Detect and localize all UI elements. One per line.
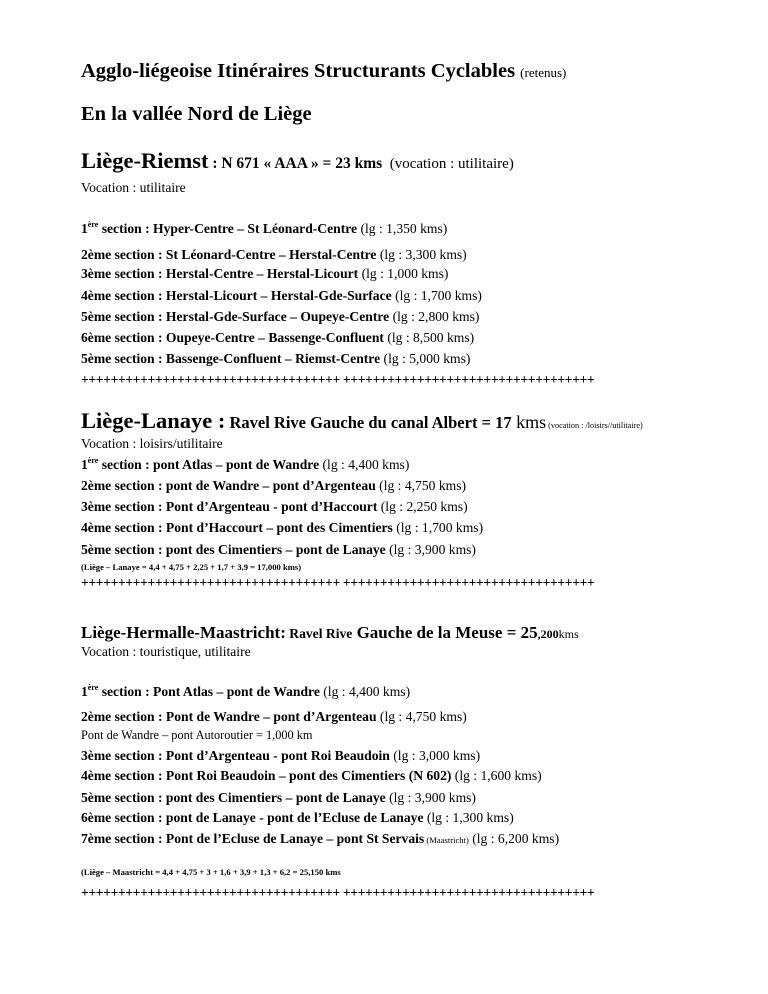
riemst-section-1: 1ère section : Hyper-Centre – St Léonard-Centre (lg : 1,350 kms) xyxy=(81,220,448,236)
lanaye-section-4: 4ème section : Pont d’Haccourt – pont des Cimentiers (lg : 1,700 kms) xyxy=(81,520,484,535)
separator-3: +++++++++++++++++++++++++++++++++++ ++++++++++++++++++++++++++++++++++ xyxy=(81,885,595,900)
route-riemst-vocation: Vocation : utilitaire xyxy=(81,180,186,195)
maastricht-section-6: 6ème section : pont de Lanaye - pont de l’Ecluse de Lanaye (lg : 1,300 kms) xyxy=(81,810,514,825)
route-riemst-desc: : N 671 « AAA » = 23 kms xyxy=(208,155,383,172)
riemst-section-4: 4ème section : Herstal-Licourt – Herstal-Gde-Surface (lg : 1,700 kms) xyxy=(81,288,482,303)
route-riemst-paren: (vocation : utilitaire) xyxy=(389,156,514,172)
maastricht-section-4: 4ème section : Pont Roi Beaudoin – pont des Cimentiers (N 602) (lg : 1,600 kms) xyxy=(81,768,542,783)
document-subtitle: En la vallée Nord de Liège xyxy=(81,103,312,125)
route-maastricht-ravel: Ravel Rive xyxy=(285,626,353,641)
maastricht-section-5: 5ème section : pont des Cimentiers – pont de Lanaye (lg : 3,900 kms) xyxy=(81,790,476,805)
route-maastricht-heading xyxy=(81,624,579,642)
document-title xyxy=(81,61,566,82)
riemst-section-2: 2ème section : St Léonard-Centre – Herstal-Centre (lg : 3,300 kms) xyxy=(81,247,467,262)
riemst-section-6: 6ème section : Oupeye-Centre – Bassenge-Confluent (lg : 8,500 kms) xyxy=(81,330,475,345)
title-main: Agglo-liégeoise Itinéraires Structurants Cyclables xyxy=(81,60,516,82)
separator-2: +++++++++++++++++++++++++++++++++++ ++++++++++++++++++++++++++++++++++ xyxy=(81,575,595,590)
title-suffix: (retenus) xyxy=(520,65,567,80)
lanaye-section-1: 1ère section : pont Atlas – pont de Wandre (lg : 4,400 kms) xyxy=(81,456,410,472)
riemst-section-5: 5ème section : Herstal-Gde-Surface – Oupeye-Centre (lg : 2,800 kms) xyxy=(81,309,480,324)
route-lanaye-unit: kms xyxy=(511,412,547,432)
route-lanaye-vocation: Vocation : loisirs/utilitaire xyxy=(81,436,223,451)
riemst-section-7: 5ème section : Bassenge-Confluent – Riemst-Centre (lg : 5,000 kms) xyxy=(81,351,471,366)
route-maastricht-unit: kms xyxy=(558,627,579,641)
route-lanaye-name: Liège-Lanaye : xyxy=(81,408,226,433)
lanaye-section-3: 3ème section : Pont d’Argenteau - pont d’Haccourt (lg : 2,250 kms) xyxy=(81,499,468,514)
route-maastricht-name: Liège-Hermalle-Maastricht: xyxy=(81,623,286,642)
route-maastricht-desc: Gauche de la Meuse = 25 xyxy=(352,623,538,642)
maastricht-section-2: 2ème section : Pont de Wandre – pont d’Argenteau (lg : 4,750 kms) xyxy=(81,709,467,724)
maastricht-subsection-note: Pont de Wandre – pont Autoroutier = 1,000 km xyxy=(81,728,313,742)
lanaye-section-2: 2ème section : pont de Wandre – pont d’Argenteau (lg : 4,750 kms) xyxy=(81,478,467,493)
lanaye-total-note: (Liège – Lanaye = 4,4 + 4,75 + 2,25 + 1,7 + 3,9 = 17,000 kms) xyxy=(81,562,302,572)
maastricht-total-note: (Liège – Maastricht = 4,4 + 4,75 + 3 + 1,6 + 3,9 + 1,3 + 6,2 = 25,150 kms xyxy=(81,867,341,877)
riemst-section-3: 3ème section : Herstal-Centre – Herstal-Licourt (lg : 1,000 kms) xyxy=(81,266,449,281)
separator-1: +++++++++++++++++++++++++++++++++++ ++++++++++++++++++++++++++++++++++ xyxy=(81,372,595,387)
route-lanaye-paren: (vocation : /loisirs//utilitaire) xyxy=(546,421,643,430)
route-lanaye-desc: Ravel Rive Gauche du canal Albert = 17 xyxy=(225,413,512,432)
route-maastricht-vocation: Vocation : touristique, utilitaire xyxy=(81,644,251,659)
route-riemst-heading xyxy=(81,150,514,173)
maastricht-section-3: 3ème section : Pont d’Argenteau - pont Roi Beaudoin (lg : 3,000 kms) xyxy=(81,748,481,763)
maastricht-section-7: 7ème section : Pont de l’Ecluse de Lanaye – pont St Servais (Maastricht) (lg : 6,200 kms) xyxy=(81,831,560,846)
lanaye-section-5: 5ème section : pont des Cimentiers – pont de Lanaye (lg : 3,900 kms) xyxy=(81,542,476,557)
maastricht-section-1: 1ère section : Pont Atlas – pont de Wandre (lg : 4,400 kms) xyxy=(81,683,411,699)
route-maastricht-decimal: ,200 xyxy=(537,627,559,641)
route-riemst-name: Liège-Riemst xyxy=(81,148,209,173)
route-lanaye-heading xyxy=(81,410,643,433)
